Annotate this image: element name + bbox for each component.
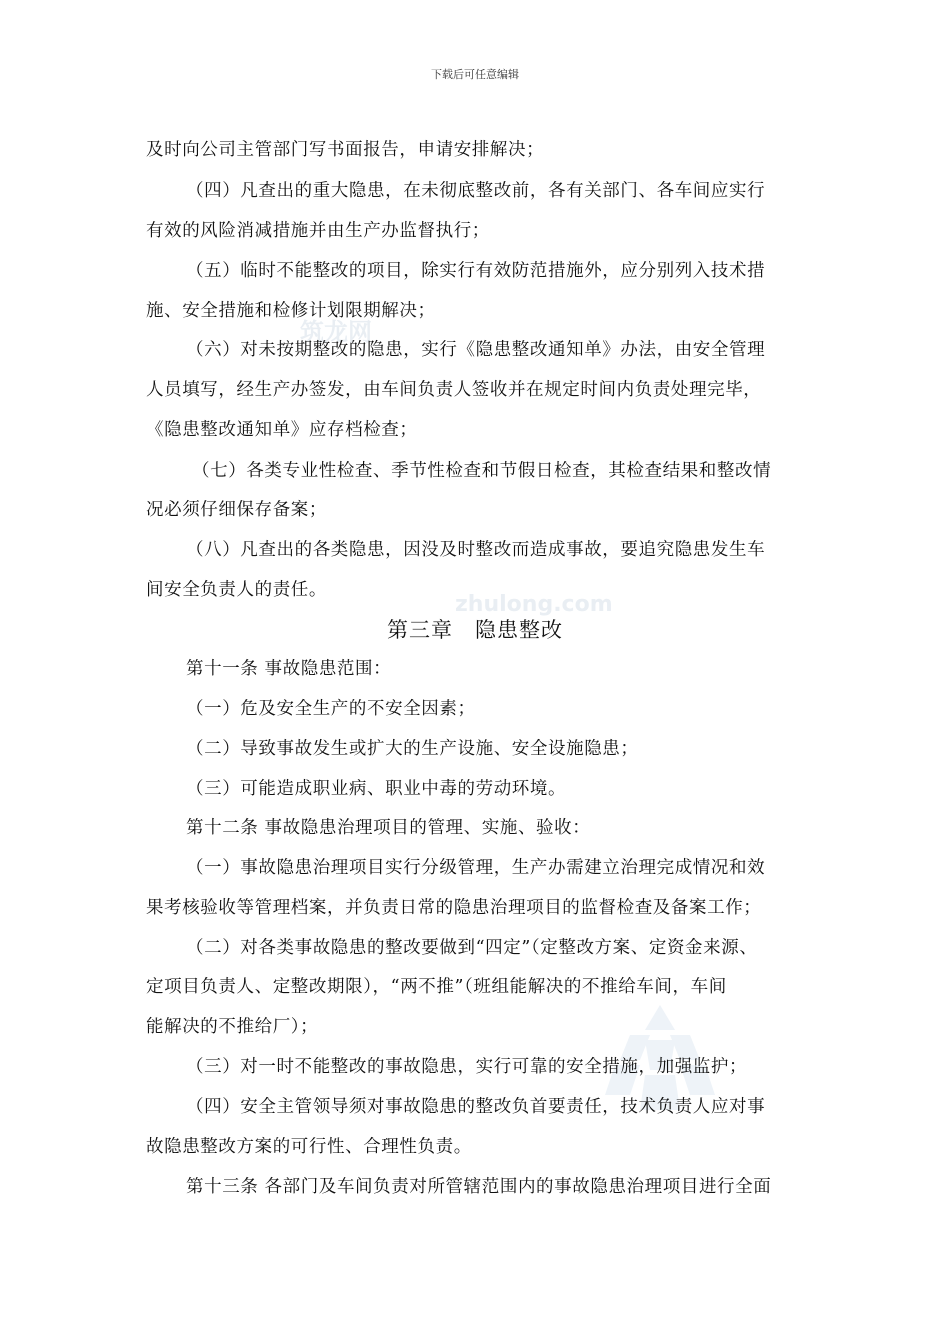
article-line: 第十三条 各部门及车间负责对所管辖范围内的事故隐患治理项目进行全面 (186, 1177, 772, 1197)
article-line: （三）可能造成职业病、职业中毒的劳动环境。 (186, 779, 567, 799)
article-line: 定项目负责人、定整改期限），“两不推”（班组能解决的不推给车间，车间 (146, 977, 727, 997)
body-line: 间安全负责人的责任。 (146, 580, 327, 600)
article-line: （二）对各类事故隐患的整改要做到“四定”（定整改方案、定资金来源、 (186, 938, 758, 958)
article-line: 能解决的不推给厂）； (146, 1017, 319, 1037)
page-header-note: 下载后可任意编辑 (431, 68, 519, 81)
chapter-title: 第三章 隐患整改 (387, 618, 563, 642)
body-line: 及时向公司主管部门写书面报告，申请安排解决； (146, 140, 545, 160)
body-line: 《隐患整改通知单》应存档检查； (146, 420, 418, 440)
watermark-site: zhulong.com (455, 592, 613, 617)
article-line: （一）事故隐患治理项目实行分级管理，生产办需建立治理完成情况和效 (186, 858, 766, 878)
body-line: （六）对未按期整改的隐患，实行《隐患整改通知单》办法，由安全管理 (186, 340, 766, 360)
article-line: 故隐患整改方案的可行性、合理性负责。 (146, 1137, 472, 1157)
article-line: 第十二条 事故隐患治理项目的管理、实施、验收： (186, 818, 591, 838)
article-line: 果考核验收等管理档案，并负责日常的隐患治理项目的监督检查及备案工作； (146, 898, 762, 918)
body-line: 人员填写，经生产办签发，由车间负责人签收并在规定时间内负责处理完毕， (146, 380, 762, 400)
body-line: （四）凡查出的重大隐患，在未彻底整改前，各有关部门、各车间应实行 (186, 181, 766, 201)
article-line: 第十一条 事故隐患范围： (186, 659, 392, 679)
body-line: 有效的风险消减措施并由生产办监督执行； (146, 221, 490, 241)
article-line: （三）对一时不能整改的事故隐患，实行可靠的安全措施，加强监护； (186, 1057, 748, 1077)
article-line: （二）导致事故发生或扩大的生产设施、安全设施隐患； (186, 739, 639, 759)
body-line: 况必须仔细保存备案； (146, 500, 327, 520)
watermark-brand: 筑龙网 (300, 318, 372, 346)
body-line: （五）临时不能整改的项目，除实行有效防范措施外，应分别列入技术措 (186, 261, 766, 281)
body-line: 施、安全措施和检修计划限期解决； (146, 301, 436, 321)
body-line: （七）各类专业性检查、季节性检查和节假日检查，其检查结果和整改情 (192, 461, 772, 481)
body-line: （八）凡查出的各类隐患，因没及时整改而造成事故，要追究隐患发生车 (186, 540, 766, 560)
article-line: （四）安全主管领导须对事故隐患的整改负首要责任，技术负责人应对事 (186, 1097, 766, 1117)
article-line: （一）危及安全生产的不安全因素； (186, 699, 476, 719)
